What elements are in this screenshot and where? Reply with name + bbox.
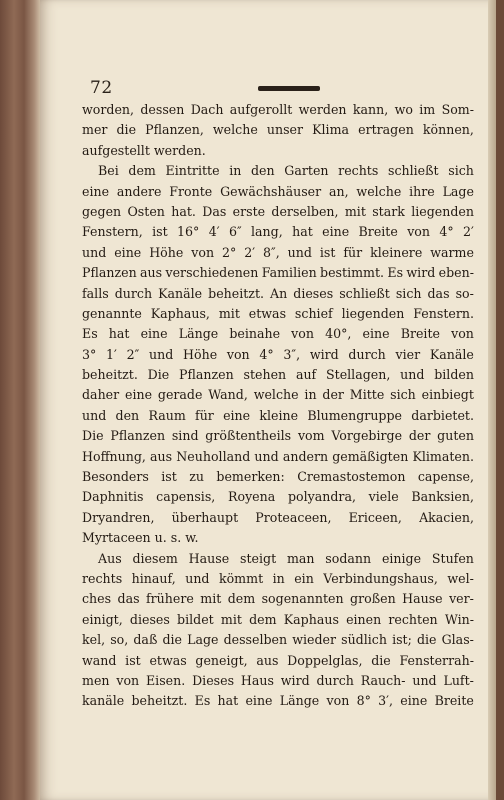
text-line: und den Raum für eine kleine Blumengruppe darbietet. (82, 407, 474, 423)
book-binding (0, 0, 40, 800)
text-line: Fenstern, ist 16° 4′ 6″ lang, hat eine Breite von 4° 2′ (82, 224, 474, 240)
text-line: genannte Kaphaus, mit etwas schief liegenden Fenstern. (82, 305, 474, 321)
text-line: men von Eisen. Dieses Haus wird durch Rauch- und Luft- (82, 672, 474, 688)
text-line: Hoffnung, aus Neuholland und andern gemäßigten Klimaten. (82, 448, 474, 464)
text-line: aufgestellt werden. (82, 142, 206, 158)
text-line: Daphnitis capensis, Royena polyandra, viele Banksien, (82, 489, 474, 505)
text-line: Dryandren, überhaupt Proteaceen, Ericeen, Akacien, (82, 509, 474, 525)
text-line: worden, dessen Dach aufgerollt werden kann, wo im Som- (82, 102, 474, 117)
text-line: mer die Pflanzen, welche unser Klima ertragen können, (82, 122, 474, 138)
text-line: einigt, dieses bildet mit dem Kaphaus einen rechten Win- (82, 611, 474, 627)
text-line: Aus diesem Hause steigt man sodann einige Stufen (98, 550, 474, 566)
text-line: rechts hinauf, und kömmt in ein Verbindungshaus, wel- (82, 570, 474, 586)
text-line: kanäle beheitzt. Es hat eine Länge von 8° 3′, eine Breite (82, 693, 474, 709)
text-line: beheitzt. Die Pflanzen stehen auf Stellagen, und bilden (82, 367, 474, 383)
text-line: ches das frühere mit dem sogenannten großen Hause ver- (82, 591, 474, 607)
text-line: Bei dem Eintritte in den Garten rechts schließt sich (98, 163, 474, 179)
text-line: 3° 1′ 2″ und Höhe von 4° 3″, wird durch vier Kanäle (82, 346, 474, 362)
page-edge (488, 0, 496, 800)
page-number: 72 (90, 78, 113, 98)
text-line: und eine Höhe von 2° 2′ 8″, und ist für kleinere warme (82, 244, 474, 260)
text-line: Besonders ist zu bemerken: Cremastostemon capense, (82, 469, 474, 485)
header-ornament-rule (258, 86, 320, 91)
text-line: wand ist etwas geneigt, aus Doppelglas, die Fensterrah- (82, 652, 474, 668)
text-line: gegen Osten hat. Das erste derselben, mit stark liegenden (82, 203, 474, 219)
body-text (82, 100, 474, 712)
text-line: daher eine gerade Wand, welche in der Mitte sich einbiegt (82, 387, 474, 403)
text-line: Pflanzen aus verschiedenen Familien bestimmt. Es wird eben- (82, 265, 474, 281)
text-line: falls durch Kanäle beheitzt. An dieses schließt sich das so- (82, 285, 474, 301)
text-line: eine andere Fronte Gewächshäuser an, welche ihre Lage (82, 183, 474, 199)
text-line: kel, so, daß die Lage desselben wieder südlich ist; die Glas- (82, 632, 474, 648)
text-line: Es hat eine Länge beinahe von 40°, eine Breite von (82, 326, 474, 342)
text-line: Myrtaceen u. s. w. (82, 530, 199, 546)
text-line: Die Pflanzen sind größtentheils vom Vorgebirge der guten (82, 428, 474, 444)
